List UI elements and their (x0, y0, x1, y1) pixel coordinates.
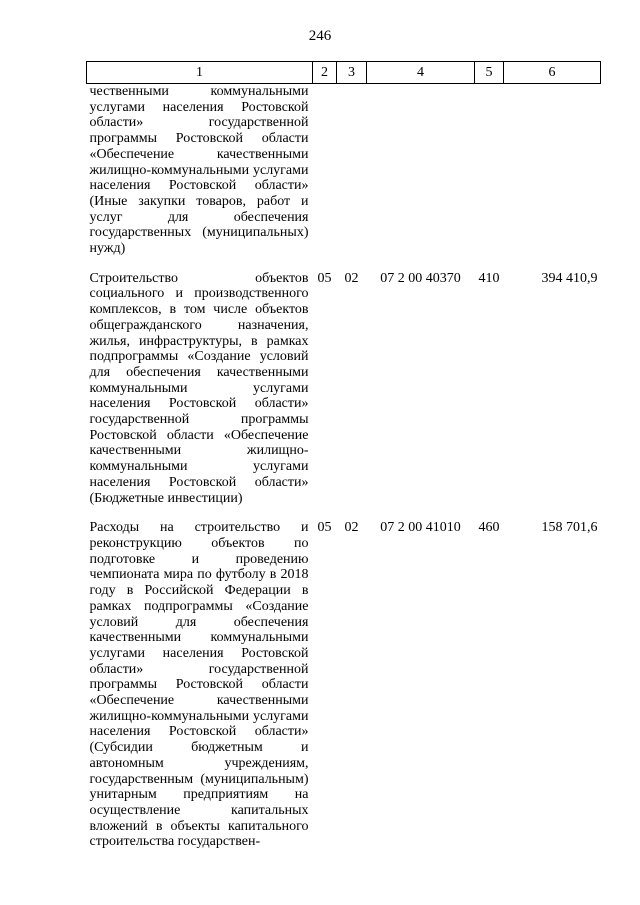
row-subsection: 02 (344, 520, 359, 536)
row-target-article (367, 84, 475, 257)
row-section: 05 (317, 270, 332, 286)
table-row (87, 84, 601, 257)
row-expense-type (475, 84, 504, 257)
row-amount: 394 410,9 (541, 270, 598, 286)
column-header: 2 (313, 62, 337, 84)
column-header: 5 (475, 62, 504, 84)
table-header-row (87, 62, 601, 84)
row-section (313, 84, 337, 257)
row-target-article: 07 2 00 41010 (380, 520, 461, 536)
row-spacer (87, 506, 601, 520)
row-expense-type: 460 (478, 520, 500, 536)
row-amount (504, 84, 601, 257)
column-header: 3 (337, 62, 367, 84)
row-description: Расходы на строительство и реконструкцию объектов по подготовке и проведению чемпионата мира по футболу в 2018 году в Российской Федерации в рамках подпрограммы «Создание условий для обеспечения качественными коммунальными услугами населения Ростовской области» государственной программы Ростовской области «Обеспечение качественными жилищно-коммунальными услугами населения Ростовской области» (Субсидии бюджетным и автономным учреждениям, государственным (муниципальным) унитарным предприятиям на осуществление капитальных вложений в объекты капитального строительства государствен- (89, 520, 309, 850)
row-target-article: 07 2 00 40370 (380, 270, 461, 286)
row-amount: 158 701,6 (541, 520, 598, 536)
page-number: 246 (308, 28, 332, 44)
row-description: чественными коммунальными услугами населения Ростовской области» государственной программы Ростовской области «Обеспечение качественными жилищно-коммунальными услугами населения Ростовской области» (Иные закупки товаров, работ и услуг для обеспечения государственных (муниципальных) нужд) (89, 84, 309, 257)
column-header: 6 (504, 62, 601, 84)
row-subsection (337, 84, 367, 257)
row-expense-type: 410 (478, 270, 500, 286)
row-subsection: 02 (344, 270, 359, 286)
column-header: 1 (87, 62, 313, 84)
row-description: Строительство объектов социального и производственного комплексов, в том числе объектов общегражданского назначения, жилья, инфраструктуры, в рамках подпрограммы «Создание условий для обеспечения качественными коммунальными услугами населения Ростовской области» государственной программы Ростовской области «Обеспечение качественными жилищно-коммунальными услугами населения Ростовской области» (Бюджетные инвестиции) (89, 270, 309, 506)
table-row (87, 271, 601, 507)
budget-table (86, 61, 601, 850)
column-header: 4 (367, 62, 475, 84)
row-spacer (87, 257, 601, 271)
row-section: 05 (317, 520, 332, 536)
table-row (87, 520, 601, 850)
